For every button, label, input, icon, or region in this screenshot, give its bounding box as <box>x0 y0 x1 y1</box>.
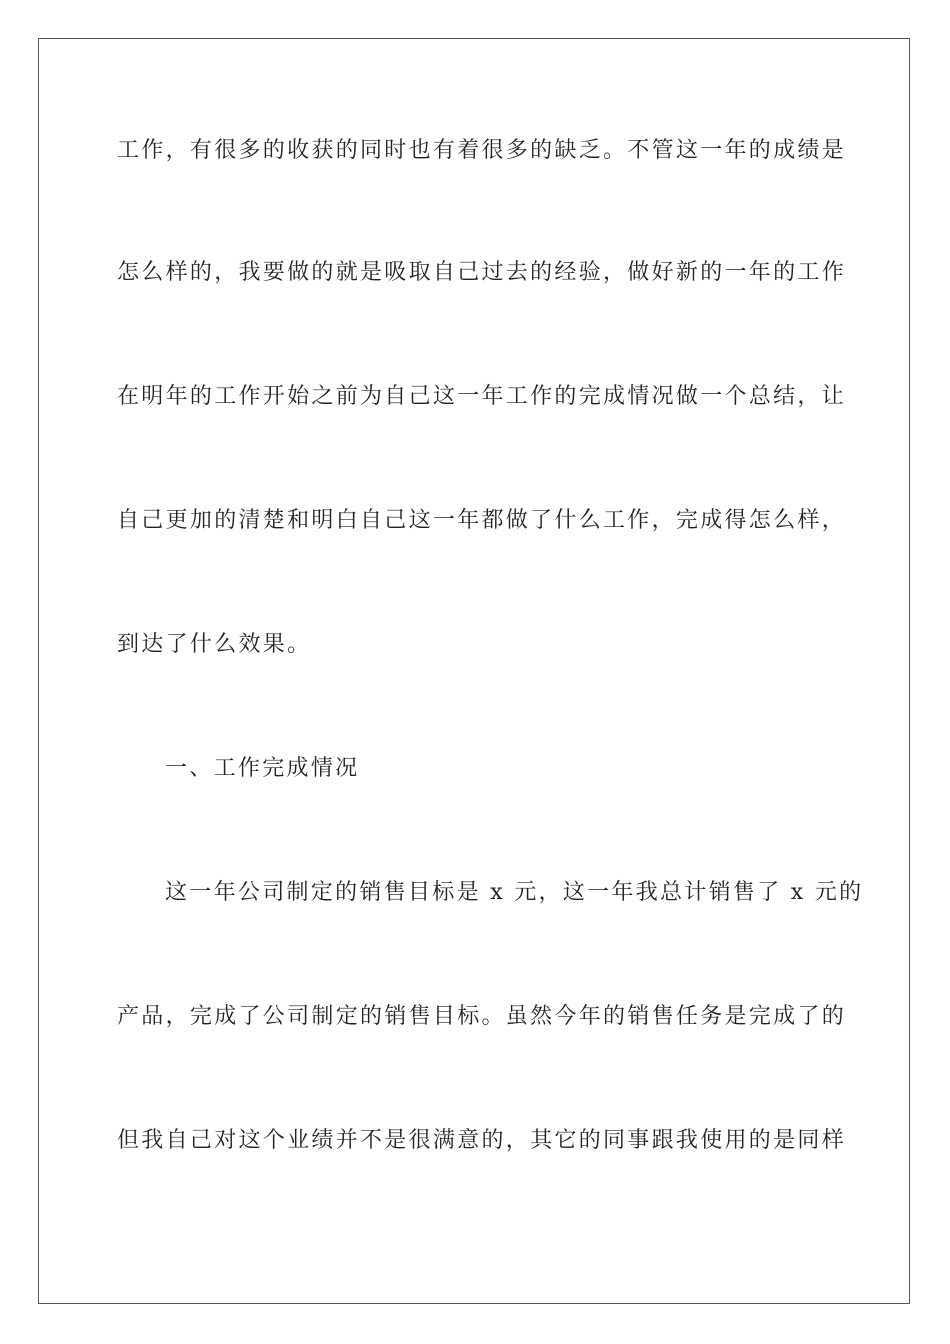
section-heading: 一、工作完成情况 <box>165 756 360 781</box>
paragraph-line-2: 怎么样的，我要做的就是吸取自己过去的经验，做好新的一年的工作 <box>117 260 847 285</box>
section-line-3: 但我自己对这个业绩并不是很满意的，其它的同事跟我使用的是同样 <box>117 1128 847 1153</box>
paragraph-line-5: 到达了什么效果。 <box>117 632 312 657</box>
section-line-2: 产品，完成了公司制定的销售目标。虽然今年的销售任务是完成了的 <box>117 1004 847 1029</box>
paragraph-line-3: 在明年的工作开始之前为自己这一年工作的完成情况做一个总结，让 <box>117 384 847 409</box>
section-line-1: 这一年公司制定的销售目标是 x 元，这一年我总计销售了 x 元的 <box>165 880 864 905</box>
paragraph-line-1: 工作，有很多的收获的同时也有着很多的缺乏。不管这一年的成绩是 <box>117 138 847 163</box>
paragraph-line-4: 自己更加的清楚和明白自己这一年都做了什么工作，完成得怎么样， <box>117 508 847 533</box>
page-frame <box>38 38 910 1304</box>
